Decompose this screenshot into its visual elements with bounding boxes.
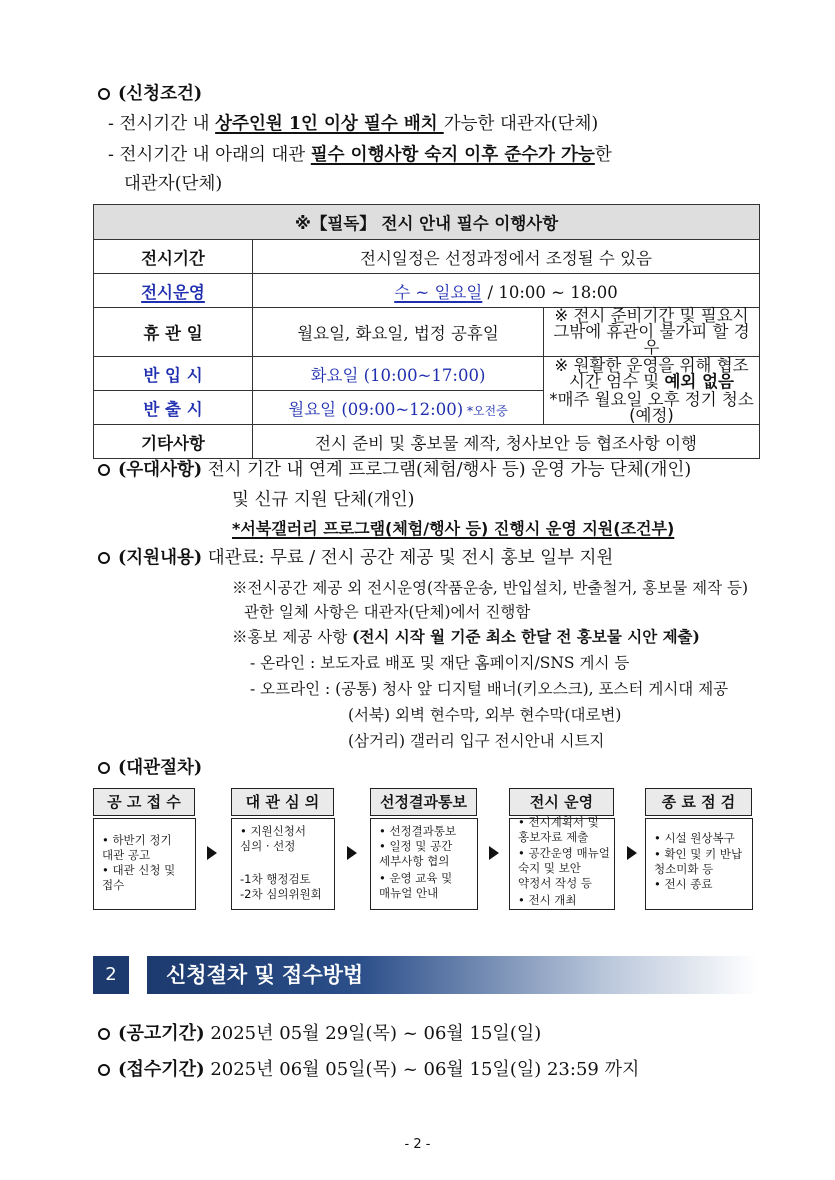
row-label: 휴 관 일 <box>94 308 253 357</box>
arrow-right-icon <box>207 846 217 860</box>
table-row <box>94 308 760 357</box>
row-value: 전시일정은 선정과정에서 조정될 수 있음 <box>253 240 760 274</box>
table-row <box>94 274 760 308</box>
support-line-6: - 오프라인 : (공통) 청사 앞 디지털 배너(키오스크), 포스터 게시대 제공 <box>250 680 729 698</box>
section-number: 2 <box>93 956 129 994</box>
row-value: 화요일 (10:00~17:00) <box>253 357 544 391</box>
support-line-8: (삼거리) 갤러리 입구 전시안내 시트지 <box>348 732 605 750</box>
support-line-5: - 온라인 : 보도자료 배포 및 재단 홈페이지/SNS 게시 등 <box>250 654 630 672</box>
row-value: 수 ~ 일요일 / 10:00 ~ 18:00 <box>253 274 760 308</box>
row-label: 전시기간 <box>94 240 253 274</box>
support-line-1: (지원내용) 대관료: 무료 / 전시 공간 제공 및 전시 홍보 일부 지원 <box>98 546 613 570</box>
step-box: • 선정결과통보 • 일정 및 공간 세부사항 협의 • 운영 교육 및 매뉴얼 안내 <box>370 818 478 910</box>
step-box: • 시설 원상복구 • 확인 및 키 반납 청소미화 등 • 전시 종료 <box>645 818 753 910</box>
step-title: 대 관 심 의 <box>231 788 334 816</box>
step-title: 종 료 점 검 <box>645 788 752 816</box>
step-title: 전시 운영 <box>509 788 614 816</box>
conditions-heading: (신청조건) <box>98 82 202 106</box>
row-note: ※ 원활한 운영을 위해 협조 시간 엄수 및 예외 없음 *매주 월요일 오후 정기 청소(예정) <box>544 357 760 425</box>
reception-period: (접수기간) 2025년 06월 05일(목) ~ 06월 15일(일) 23:59 까지 <box>98 1058 639 1082</box>
table-header: ※【필독】 전시 안내 필수 이행사항 <box>94 205 760 240</box>
conditions-line-3: 대관자(단체) <box>124 174 223 194</box>
notice-period: (공고기간) 2025년 05월 29일(목) ~ 06월 15일(일) <box>98 1022 541 1046</box>
circle-bullet-icon <box>98 762 110 774</box>
step-title: 공 고 접 수 <box>93 788 195 816</box>
table-row <box>94 240 760 274</box>
benefits-line-3: *서북갤러리 프로그램(체험/행사 등) 진행시 운영 지원(조건부) <box>232 519 675 538</box>
row-label: 전시운영 <box>94 274 253 308</box>
circle-bullet-icon <box>98 1028 110 1040</box>
row-value: 월요일, 화요일, 법정 공휴일 <box>253 308 544 357</box>
conditions-line-1: - 전시기간 내 상주인원 1인 이상 필수 배치 가능한 대관자(단체) <box>108 114 599 134</box>
row-label: 반 출 시 <box>94 391 253 425</box>
row-value: 월요일 (09:00~12:00) *오전중 <box>253 391 544 425</box>
circle-bullet-icon <box>98 552 110 564</box>
row-label: 기타사항 <box>94 425 253 459</box>
conditions-line-2: - 전시기간 내 아래의 대관 필수 이행사항 숙지 이후 준수가 가능한 <box>108 145 612 165</box>
table-row <box>94 357 760 391</box>
row-label: 반 입 시 <box>94 357 253 391</box>
circle-bullet-icon <box>98 464 110 476</box>
row-value: 전시 준비 및 홍보물 제작, 청사보안 등 협조사항 이행 <box>253 425 760 459</box>
support-line-3: 관한 일체 사항은 대관자(단체)에서 진행함 <box>244 603 531 621</box>
support-line-4: ※홍보 제공 사항 (전시 시작 월 기준 최소 한달 전 홍보물 시안 제출) <box>232 627 700 646</box>
arrow-right-icon <box>489 846 499 860</box>
benefits-line-2: 및 신규 지원 단체(개인) <box>232 490 415 510</box>
table-row <box>94 425 760 459</box>
section-title: 신청절차 및 접수방법 <box>166 963 364 987</box>
step-title: 선정결과통보 <box>370 788 477 816</box>
requirements-table <box>93 204 760 459</box>
step-box: • 지원신청서 심의 · 선정 -1차 행정검토 -2차 심의위원회 <box>231 818 335 910</box>
arrow-right-icon <box>347 846 357 860</box>
step-box: • 하반기 정기 대관 공고 • 대관 신청 및 접수 <box>93 818 196 910</box>
circle-bullet-icon <box>98 1064 110 1076</box>
step-box: • 전시계획서 및 홍보자료 제출 • 공간운영 매뉴얼 숙지 및 보안 약정서 작성 등 • 전시 개최 <box>509 818 615 910</box>
support-line-2: ※전시공간 제공 외 전시운영(작품운송, 반입설치, 반출철거, 홍보물 제작 등) <box>232 579 749 597</box>
support-line-7: (서북) 외벽 현수막, 외부 현수막(대로변) <box>348 706 622 724</box>
procedure-heading: (대관절차) <box>98 756 202 780</box>
arrow-right-icon <box>627 846 637 860</box>
page-number: - 2 - <box>404 1137 431 1152</box>
circle-bullet-icon <box>98 88 110 100</box>
benefits-line-1: (우대사항) 전시 기간 내 연계 프로그램(체험/행사 등) 운영 가능 단체(개인) <box>98 458 691 482</box>
row-note: ※ 전시 준비기간 및 필요시 그밖에 휴관이 불가피 할 경우 <box>544 308 760 357</box>
